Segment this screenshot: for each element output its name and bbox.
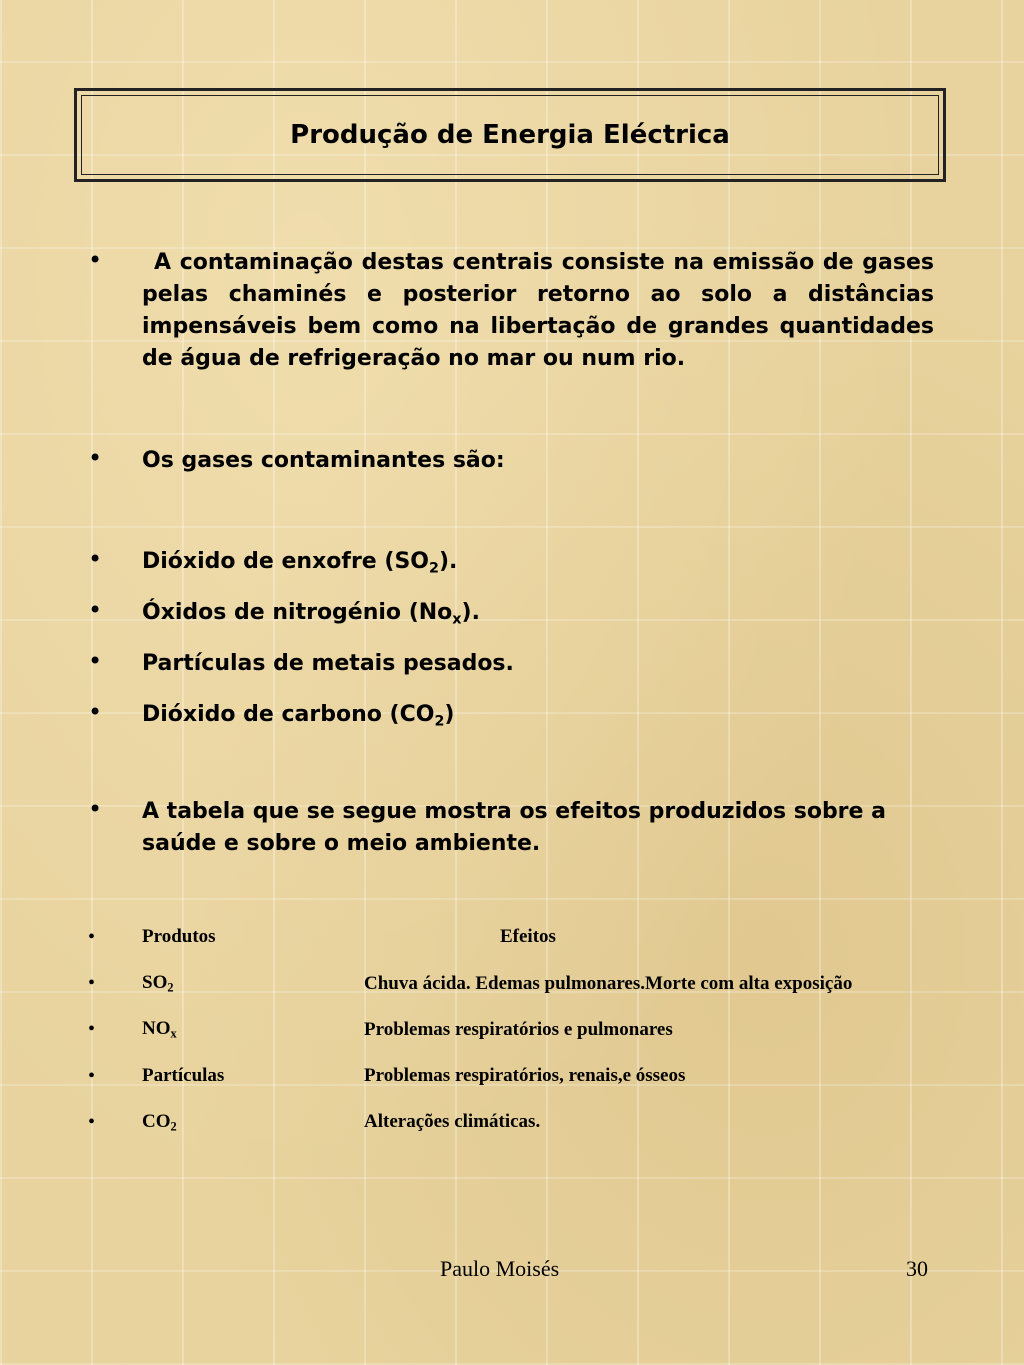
paragraph-contamination: A contaminação destas centrais consiste na emissão de gases pelas chaminés e posterior retorno ao solo a distâncias impensáveis bem como na libertação de grandes quantidades de água de refrigeração no mar ou num rio.	[142, 250, 934, 371]
bullet-marker: •	[88, 647, 103, 675]
bullet-marker: •	[88, 1018, 96, 1040]
bullet-marker: •	[88, 1111, 96, 1133]
bullet-marker: •	[88, 444, 103, 472]
paragraph-table-intro: A tabela que se segue mostra os efeitos produzidos sobre a saúde e sobre o meio ambiente.	[142, 799, 886, 856]
title-inner-frame	[81, 95, 939, 175]
page-number: 30	[906, 1256, 928, 1281]
list-item-so2: Dióxido de enxofre $(SO_2)$.	[142, 549, 458, 577]
table-row-product: Partículas	[142, 1065, 225, 1086]
bullet-marker: •	[88, 698, 103, 726]
list-item-co2: Dióxido de carbono $(CO_2)$	[142, 702, 455, 730]
list-item-particles: Partículas de metais pesados.	[142, 651, 514, 676]
table-header-products: Produtos	[142, 926, 216, 947]
title-box	[74, 88, 946, 182]
table-row-effect: Problemas respiratórios, renais,e ósseos	[364, 1065, 686, 1086]
table-row-effect: Chuva ácida. Edemas pulmonares.Morte com alta exposição	[364, 973, 853, 994]
paragraph-gases-intro: Os gases contaminantes são:	[142, 448, 505, 473]
bullet-marker: •	[88, 926, 96, 948]
bullet-marker: •	[88, 1065, 96, 1087]
table-row-product: $SO_2$	[142, 972, 174, 995]
list-item-nox: Óxidos de nitrogénio $(No_x)$.	[142, 600, 480, 628]
table-row-effect: Problemas respiratórios e pulmonares	[364, 1019, 673, 1040]
table-header-effects: Efeitos	[500, 926, 556, 947]
table-row-effect: Alterações climáticas.	[364, 1111, 541, 1132]
bullet-marker: •	[88, 972, 96, 994]
footer-author: Paulo Moisés	[440, 1256, 560, 1281]
bullet-marker: •	[88, 246, 103, 274]
table-row-product: $CO_2$	[142, 1111, 177, 1134]
bullet-marker: •	[88, 596, 103, 624]
table-row-product: $NO_x$	[142, 1018, 177, 1041]
page-title: Produção de Energia Eléctrica	[290, 120, 730, 150]
bullet-marker: •	[88, 545, 103, 573]
bullet-marker: •	[88, 795, 103, 823]
